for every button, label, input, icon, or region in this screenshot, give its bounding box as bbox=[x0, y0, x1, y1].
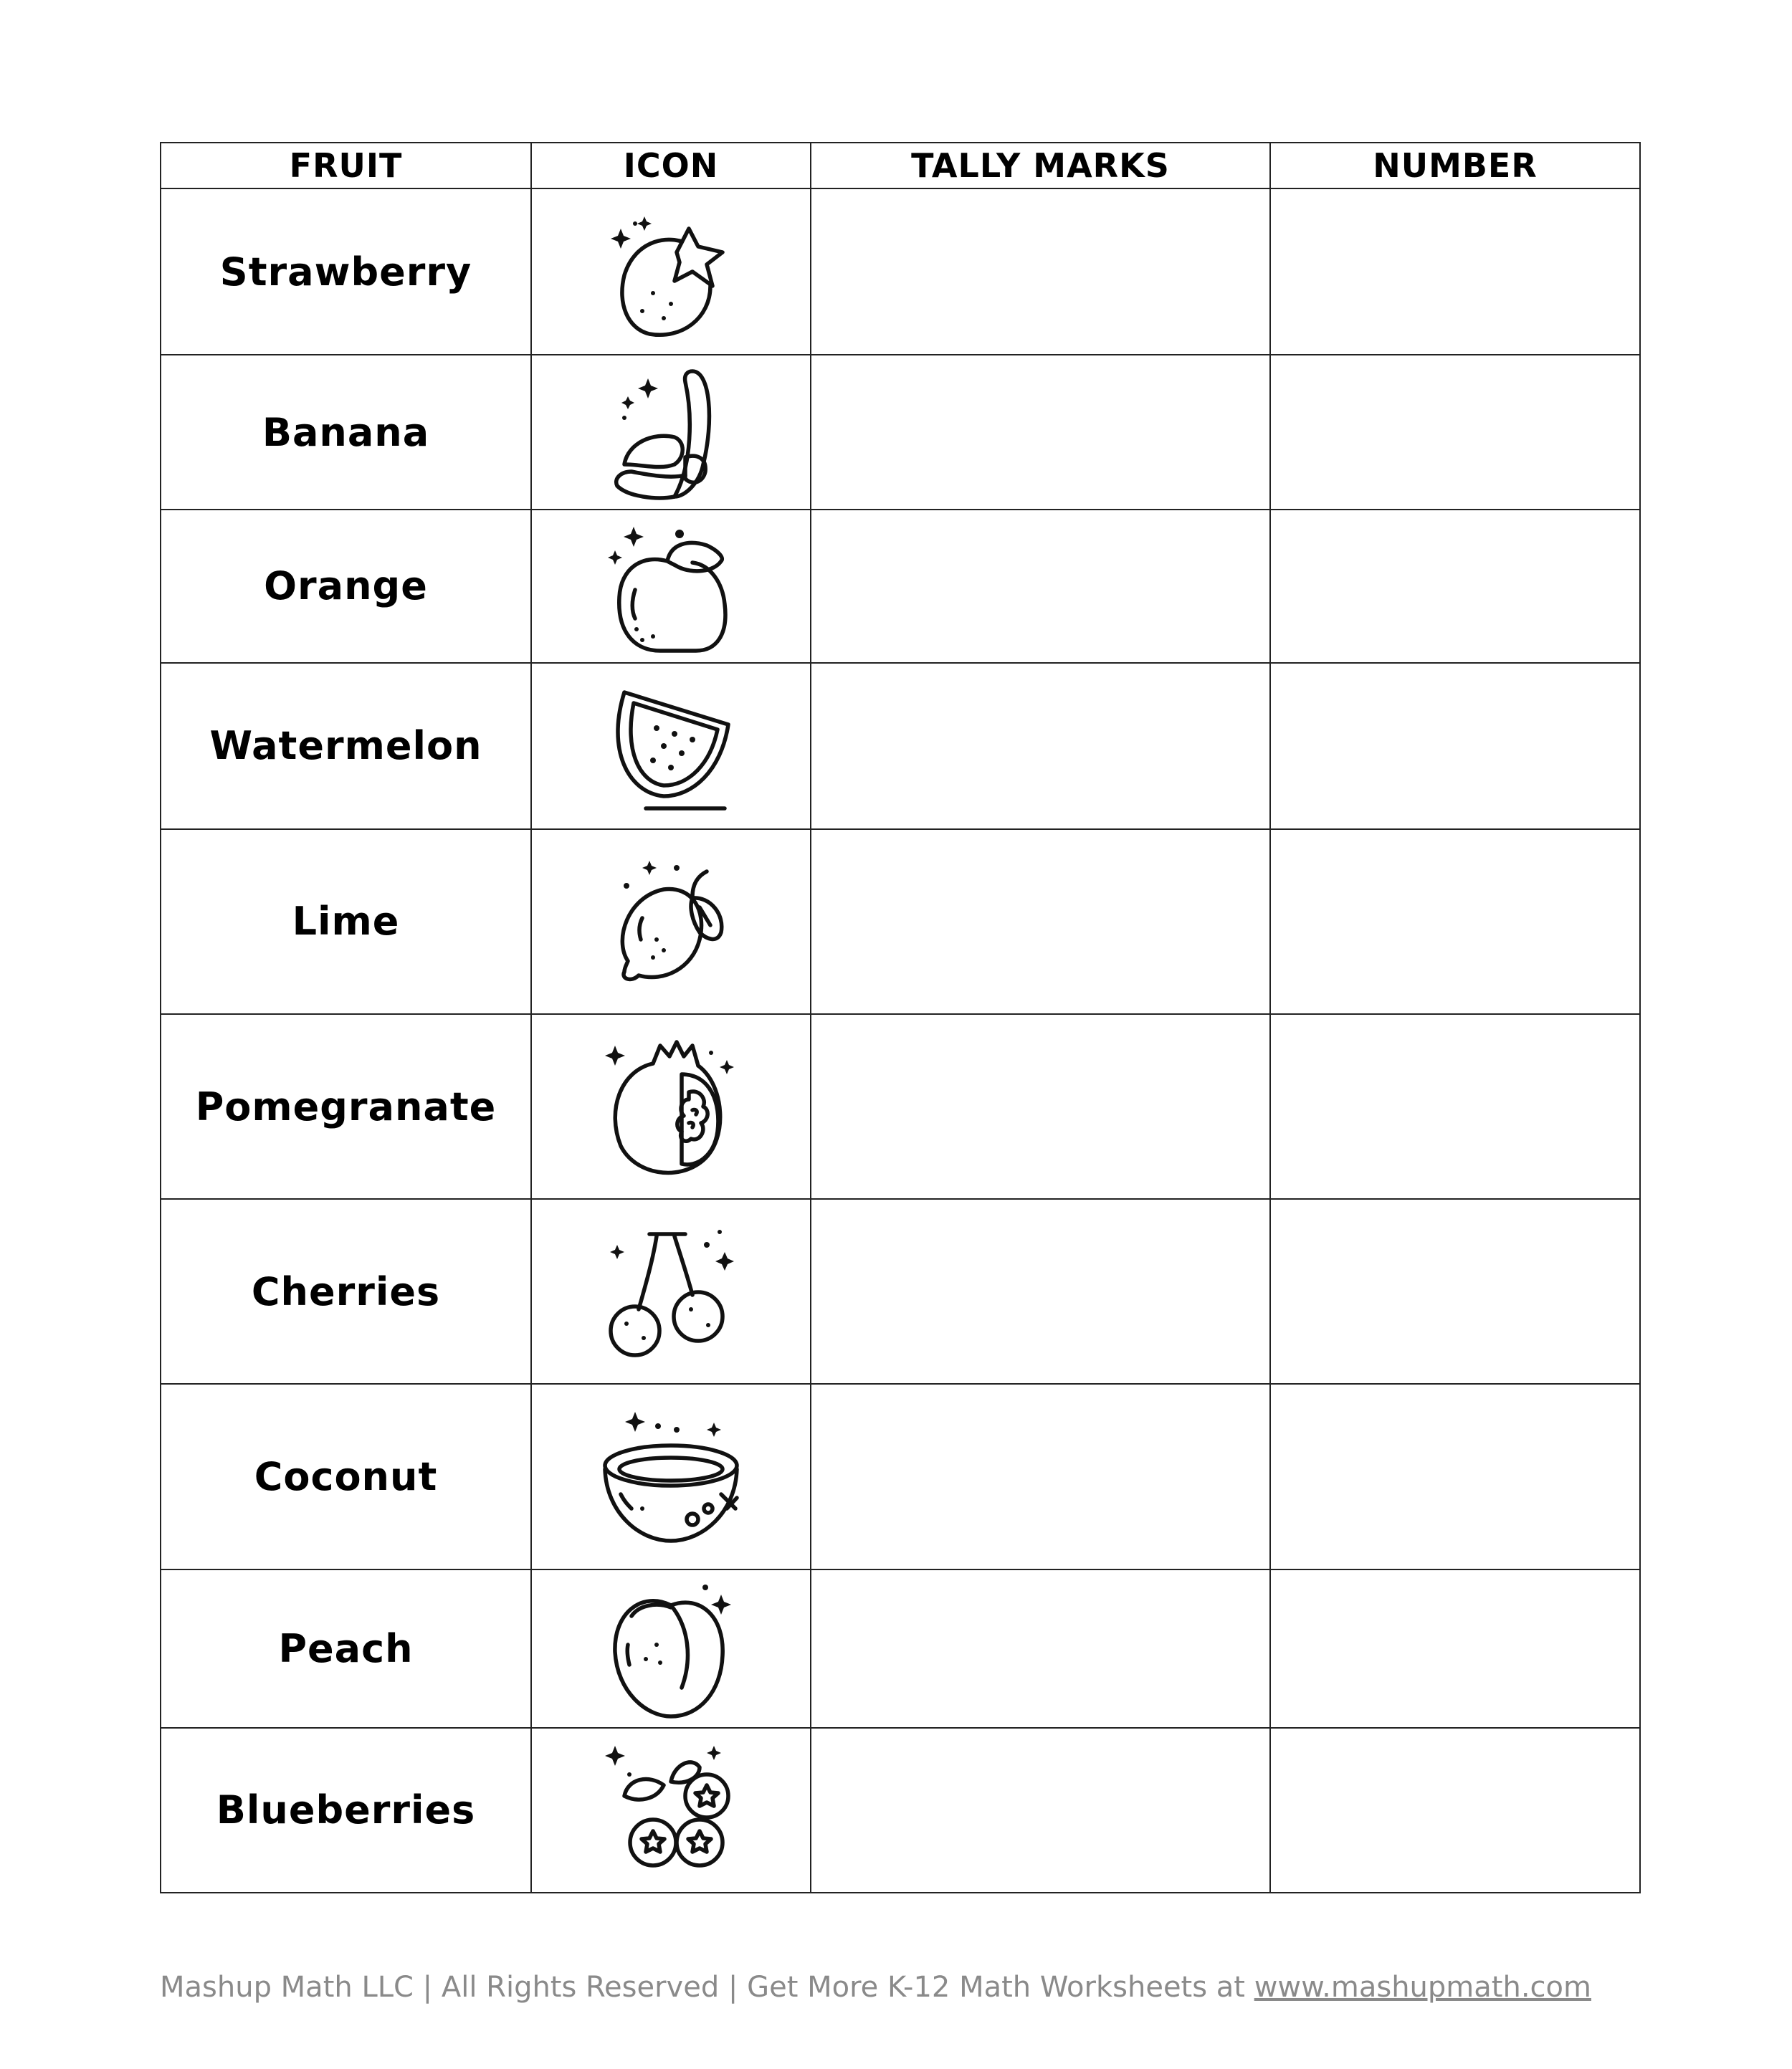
footer-text: Mashup Math LLC | All Rights Reserved | Get More K-12 Math Worksheets at bbox=[160, 1971, 1254, 2004]
number-cell[interactable] bbox=[1270, 663, 1640, 829]
fruit-name: Lime bbox=[161, 829, 531, 1014]
icon-cell bbox=[531, 355, 811, 510]
fruit-name: Banana bbox=[161, 355, 531, 510]
fruit-name: Strawberry bbox=[161, 188, 531, 355]
icon-cell bbox=[531, 1384, 811, 1569]
tally-marks-cell[interactable] bbox=[811, 355, 1270, 510]
peach-icon bbox=[585, 1573, 757, 1724]
table-row bbox=[161, 1199, 1640, 1384]
footer-link[interactable]: www.mashupmath.com bbox=[1254, 1971, 1591, 2004]
tally-marks-cell[interactable] bbox=[811, 1014, 1270, 1199]
tally-marks-cell[interactable] bbox=[811, 1199, 1270, 1384]
number-cell[interactable] bbox=[1270, 510, 1640, 662]
icon-cell bbox=[531, 1199, 811, 1384]
table-row bbox=[161, 355, 1640, 510]
orange-icon bbox=[585, 511, 757, 661]
header-number: NUMBER bbox=[1270, 143, 1640, 188]
icon-cell bbox=[531, 188, 811, 355]
tally-marks-cell[interactable] bbox=[811, 188, 1270, 355]
tally-marks-cell[interactable] bbox=[811, 829, 1270, 1014]
table-row bbox=[161, 1728, 1640, 1893]
header-icon: ICON bbox=[531, 143, 811, 188]
watermelon-icon bbox=[585, 671, 757, 821]
table-row bbox=[161, 829, 1640, 1014]
fruit-name: Coconut bbox=[161, 1384, 531, 1569]
header-row bbox=[161, 143, 1640, 188]
header-tally-marks: TALLY MARKS bbox=[811, 143, 1270, 188]
blueberries-icon bbox=[585, 1735, 757, 1886]
coconut-icon bbox=[585, 1401, 757, 1552]
tally-marks-cell[interactable] bbox=[811, 1384, 1270, 1569]
fruit-name: Orange bbox=[161, 510, 531, 662]
tally-marks-cell[interactable] bbox=[811, 663, 1270, 829]
table-row bbox=[161, 663, 1640, 829]
table-row bbox=[161, 510, 1640, 662]
tally-marks-cell[interactable] bbox=[811, 510, 1270, 662]
fruit-name: Blueberries bbox=[161, 1728, 531, 1893]
tally-marks-cell[interactable] bbox=[811, 1569, 1270, 1728]
fruit-name: Peach bbox=[161, 1569, 531, 1728]
number-cell[interactable] bbox=[1270, 1384, 1640, 1569]
header-fruit: FRUIT bbox=[161, 143, 531, 188]
fruit-name: Pomegranate bbox=[161, 1014, 531, 1199]
cherries-icon bbox=[585, 1216, 757, 1367]
number-cell[interactable] bbox=[1270, 1728, 1640, 1893]
icon-cell bbox=[531, 1014, 811, 1199]
icon-cell bbox=[531, 829, 811, 1014]
fruit-name: Watermelon bbox=[161, 663, 531, 829]
number-cell[interactable] bbox=[1270, 188, 1640, 355]
number-cell[interactable] bbox=[1270, 1199, 1640, 1384]
icon-cell bbox=[531, 1569, 811, 1728]
table-row bbox=[161, 188, 1640, 355]
tally-chart-table bbox=[160, 142, 1641, 1893]
strawberry-icon bbox=[585, 196, 757, 347]
lime-icon bbox=[585, 846, 757, 997]
pomegranate-icon bbox=[585, 1031, 757, 1182]
icon-cell bbox=[531, 510, 811, 662]
icon-cell bbox=[531, 1728, 811, 1893]
icon-cell bbox=[531, 663, 811, 829]
number-cell[interactable] bbox=[1270, 355, 1640, 510]
number-cell[interactable] bbox=[1270, 1569, 1640, 1728]
table-row bbox=[161, 1569, 1640, 1728]
table-row bbox=[161, 1384, 1640, 1569]
banana-icon bbox=[585, 357, 757, 507]
tally-marks-cell[interactable] bbox=[811, 1728, 1270, 1893]
fruit-name: Cherries bbox=[161, 1199, 531, 1384]
number-cell[interactable] bbox=[1270, 829, 1640, 1014]
footer bbox=[160, 1971, 1665, 2004]
table-row bbox=[161, 1014, 1640, 1199]
number-cell[interactable] bbox=[1270, 1014, 1640, 1199]
